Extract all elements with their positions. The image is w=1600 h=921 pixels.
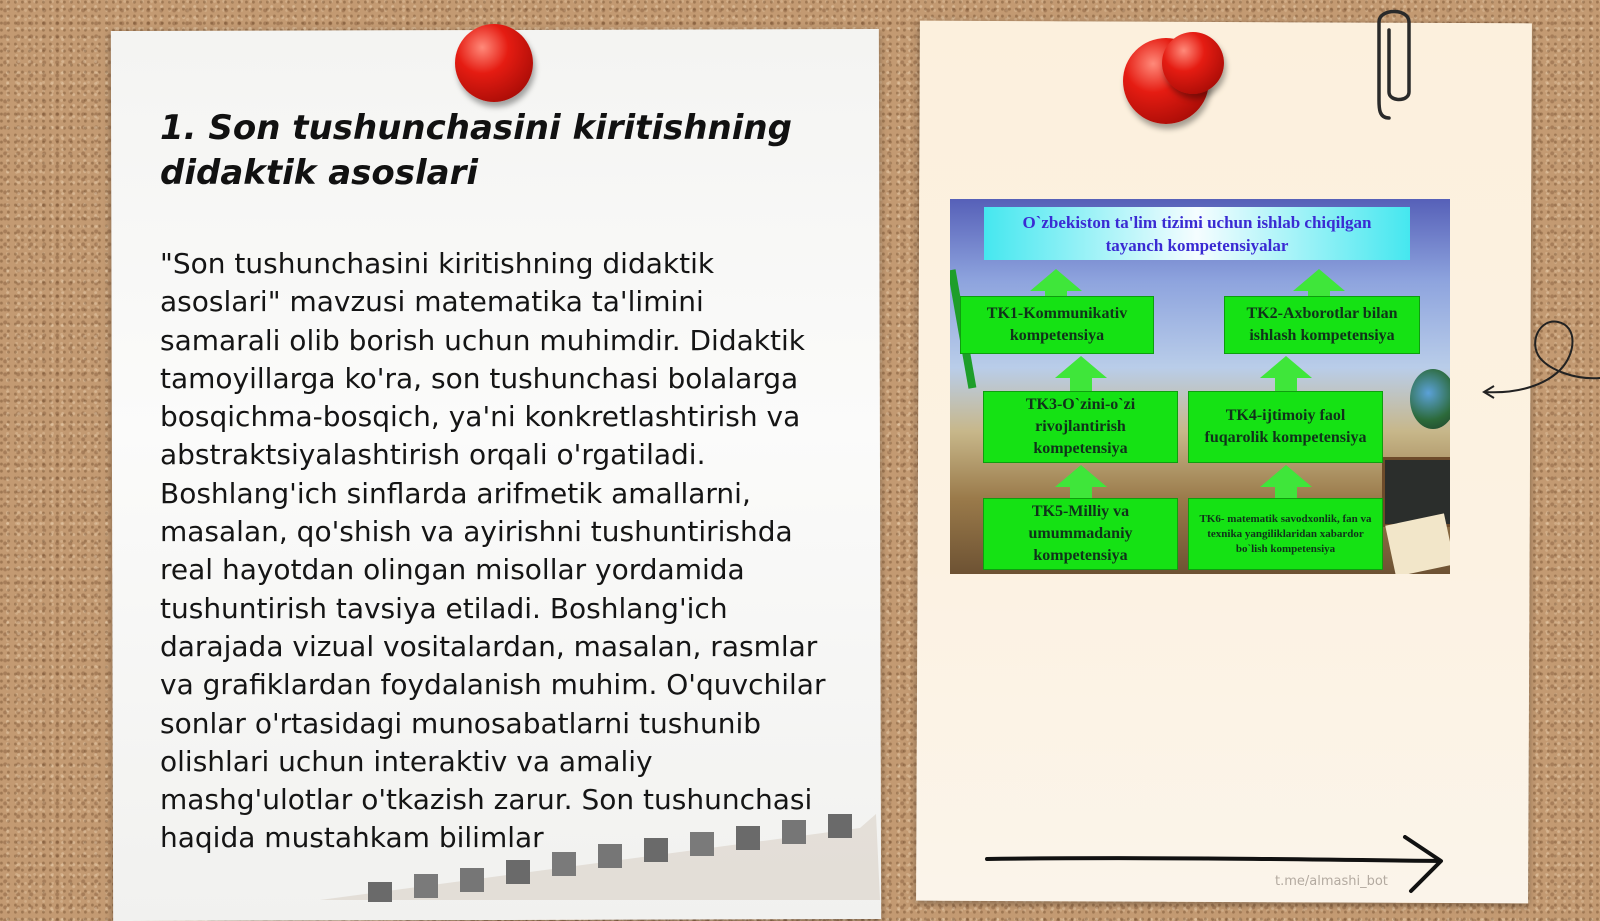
- tk6-box: TK6- matematik savodxonlik, fan va texnika yangiliklaridan xabardor bo`lish kompetensiya: [1188, 498, 1383, 570]
- arrow-stem: [1070, 377, 1092, 391]
- red-pushpin-icon: [455, 24, 533, 102]
- arrow-stem: [1275, 377, 1297, 391]
- slide-title: 1. Son tushunchasini kiritishning didaktik asoslari: [160, 108, 792, 193]
- arrow-up-icon: [1030, 269, 1082, 291]
- diagram-header: O`zbekiston ta'lim tizimi uchun ishlab chiqilgan tayanch kompetensiyalar: [984, 207, 1410, 260]
- globe-decoration: [1410, 369, 1450, 429]
- torn-paper-edge: [320, 812, 880, 902]
- paperclip-icon: [1375, 0, 1415, 125]
- arrow-stem: [1275, 486, 1297, 498]
- tk1-box: TK1-Kommunikativ kompetensiya: [960, 296, 1154, 354]
- arrow-up-icon: [1055, 465, 1107, 487]
- arrow-up-icon: [1260, 356, 1312, 378]
- tk5-box: TK5-Milliy va umummadaniy kompetensiya: [983, 498, 1178, 570]
- red-pushpin-icon: [1162, 32, 1224, 94]
- body-paragraph: "Son tushunchasini kiritishning didaktik asoslari" mavzusi matematika ta'limini samarali olib borish uchun muhimdir. Didaktik tamoyillarga ko'ra, son tushunchasi bolalarga bosqichma-bosqich, ya'ni konkretlashtirish va abstraktsiyalashtirish orqali o'rgatiladi. Boshlang'ich sinflarda arifmetik amallarni, masalan, qo'shish va ayirishni tushuntirishda real hayotdan olingan misollar yordamida tushuntirish tavsiya etiladi. Boshlang'ich darajada vizual vositalardan, masalan, rasmlar va grafiklardan foydalanish muhim. O'quvchilar sonlar o'rtasidagi munosabatlarni tushunib olishlari uchun interaktiv va amaliy mashg'ulotlar o'tkazish zarur. Son tushunchasi haqida mustahkam bilimlar: [160, 247, 826, 855]
- loop-arrow-doodle-icon: [1480, 310, 1600, 410]
- competency-diagram-image: [950, 199, 1450, 574]
- arrow-up-icon: [1293, 269, 1345, 291]
- arrow-up-icon: [1055, 356, 1107, 378]
- arrow-up-icon: [1260, 465, 1312, 487]
- tk3-box: TK3-O`zini-o`zi rivojlantirish kompetensiya: [983, 391, 1178, 463]
- tk2-box: TK2-Axborotlar bilan ishlash kompetensiya: [1224, 296, 1420, 354]
- arrow-stem: [1070, 486, 1092, 498]
- tk4-box: TK4-ijtimoiy faol fuqarolik kompetensiya: [1188, 391, 1383, 463]
- watermark-text: t.me/almashi_bot: [1275, 874, 1388, 889]
